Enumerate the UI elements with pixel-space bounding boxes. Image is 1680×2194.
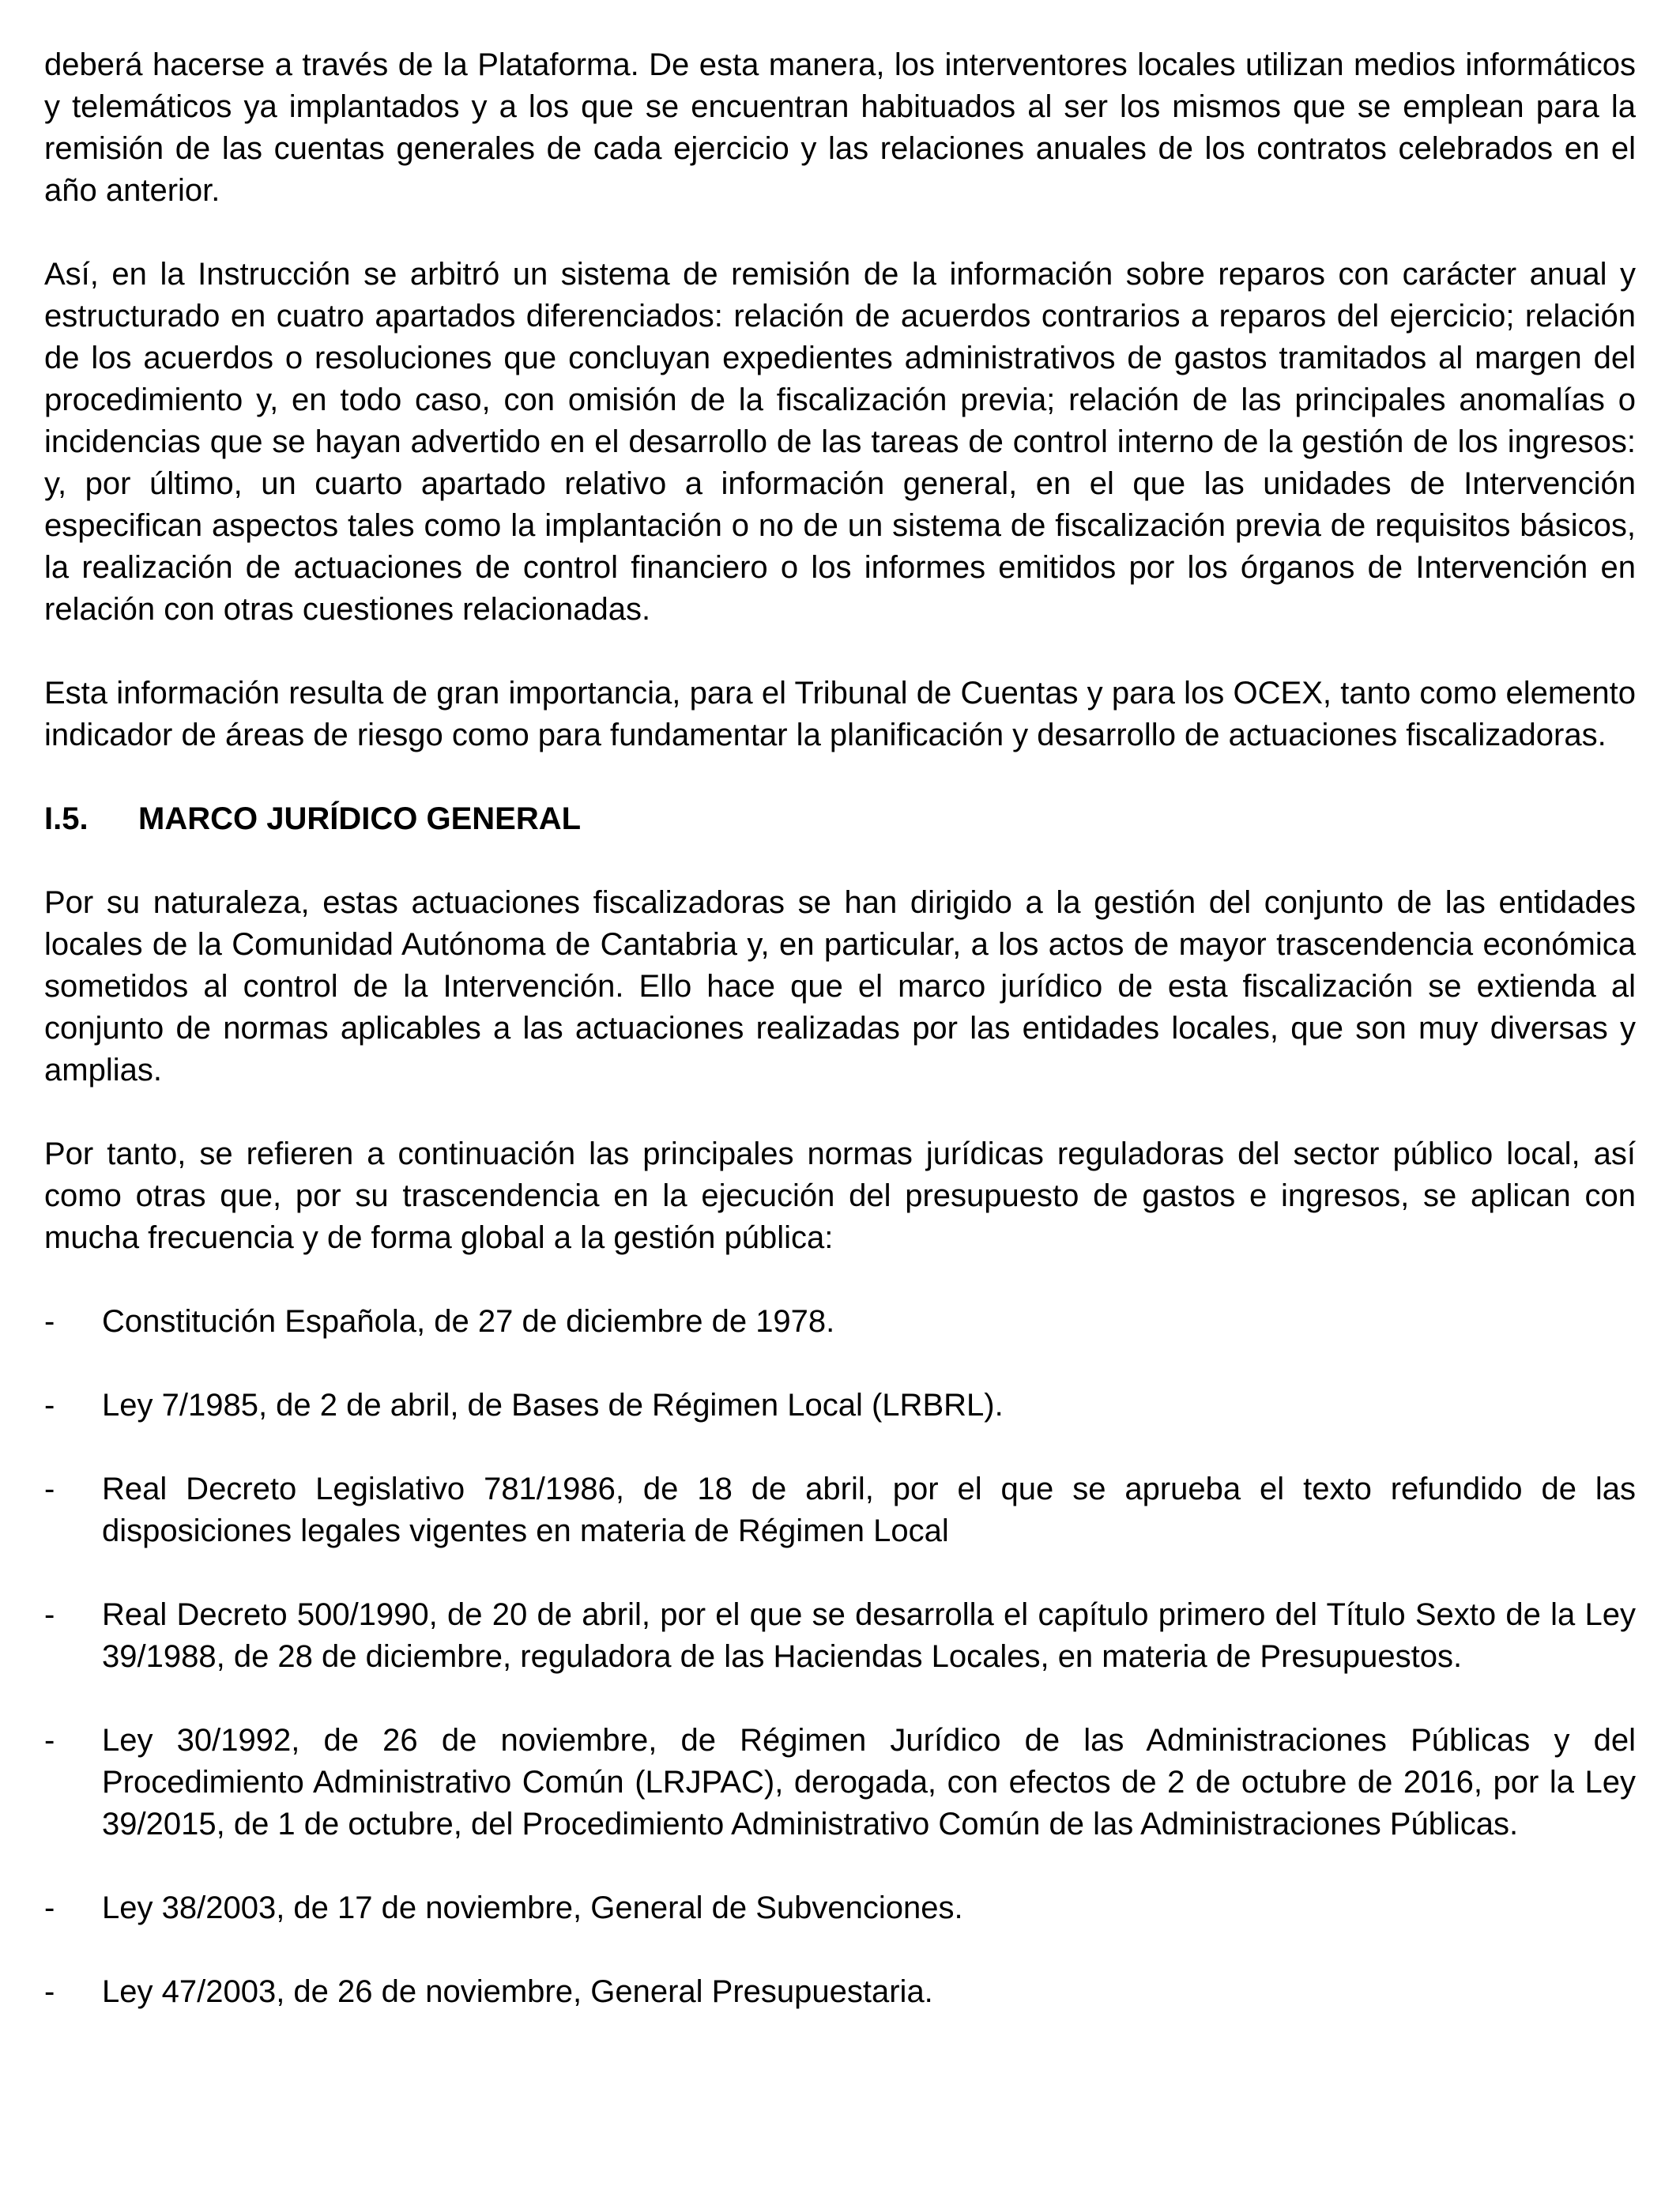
list-item bbox=[44, 1720, 1636, 1845]
list-item bbox=[44, 1385, 1636, 1427]
list-bullet: - bbox=[44, 1974, 55, 2009]
section-heading bbox=[44, 798, 1636, 840]
paragraph-instruccion: Así, en la Instrucción se arbitró un sistema de remisión de la información sobre reparos con carácter anual y estructurado en cuatro apartados diferenciados: relación de acuerdos contrarios a reparos del ejercicio; relación de los acuerdos o resoluciones que concluyan expedientes administrativos de gastos tramitados al margen del procedimiento y, en todo caso, con omisión de la fiscalización previa; relación de las principales anomalías o incidencias que se hayan advertido en el desarrollo de las tareas de control interno de la gestión de los ingresos: y, por último, un cuarto apartado relativo a información general, en el que las unidades de Intervención especifican aspectos tales como la implantación o no de un sistema de fiscalización previa de requisitos básicos, la realización de actuaciones de control financiero o los informes emitidos por los órganos de Intervención en relación con otras cuestiones relacionadas. bbox=[44, 257, 1636, 627]
list-item bbox=[44, 1887, 1636, 1929]
list-item-text: Ley 30/1992, de 26 de noviembre, de Régimen Jurídico de las Administraciones Públicas y del Procedimiento Administrativo Común (LRJPAC), derogada, con efectos de 2 de octubre de 2016, por la Ley 39/2015, de 1 de octubre, del Procedimiento Administrativo Común de las Administraciones Públicas. bbox=[102, 1723, 1636, 1842]
section-number: I.5. bbox=[44, 801, 89, 836]
norms-list bbox=[44, 1301, 1636, 2013]
list-bullet: - bbox=[44, 1472, 55, 1506]
list-item-text: Real Decreto Legislativo 781/1986, de 18 de abril, por el que se aprueba el texto refundido de las disposiciones legales vigentes en materia de Régimen Local bbox=[102, 1472, 1636, 1548]
list-item bbox=[44, 1468, 1636, 1552]
list-item-text: Ley 47/2003, de 26 de noviembre, General Presupuestaria. bbox=[102, 1974, 933, 2009]
list-bullet: - bbox=[44, 1304, 55, 1339]
paragraph-naturaleza: Por su naturaleza, estas actuaciones fiscalizadoras se han dirigido a la gestión del conjunto de las entidades locales de la Comunidad Autónoma de Cantabria y, en particular, a los actos de mayor trascendencia económica sometidos al control de la Intervención. Ello hace que el marco jurídico de esta fiscalización se extienda al conjunto de normas aplicables a las actuaciones realizadas por las entidades locales, que son muy diversas y amplias. bbox=[44, 885, 1636, 1088]
list-item-text: Real Decreto 500/1990, de 20 de abril, por el que se desarrolla el capítulo primero del Título Sexto de la Ley 39/1988, de 28 de diciembre, reguladora de las Haciendas Locales, en materia de Presupuestos. bbox=[102, 1597, 1636, 1674]
list-item-text: Ley 38/2003, de 17 de noviembre, General de Subvenciones. bbox=[102, 1891, 963, 1925]
list-item bbox=[44, 1594, 1636, 1678]
list-bullet: - bbox=[44, 1597, 55, 1632]
paragraph-plataforma: deberá hacerse a través de la Plataforma. De esta manera, los interventores locales utilizan medios informáticos y telemáticos ya implantados y a los que se encuentran habituados al ser los mismos que se emplean para la remisión de las cuentas generales de cada ejercicio y las relaciones anuales de los contratos celebrados en el año anterior. bbox=[44, 47, 1636, 208]
list-bullet: - bbox=[44, 1891, 55, 1925]
list-bullet: - bbox=[44, 1388, 55, 1423]
document-page bbox=[44, 44, 1636, 2055]
list-item bbox=[44, 1301, 1636, 1343]
section-title: MARCO JURÍDICO GENERAL bbox=[138, 801, 582, 836]
paragraph-normas-intro: Por tanto, se refieren a continuación las principales normas jurídicas reguladoras del sector público local, así como otras que, por su trascendencia en la ejecución del presupuesto de gastos e ingresos, se aplican con mucha frecuencia y de forma global a la gestión pública: bbox=[44, 1137, 1636, 1255]
list-item-text: Ley 7/1985, de 2 de abril, de Bases de Régimen Local (LRBRL). bbox=[102, 1388, 1004, 1423]
list-item-text: Constitución Española, de 27 de diciembre de 1978. bbox=[102, 1304, 835, 1339]
paragraph-importancia: Esta información resulta de gran importancia, para el Tribunal de Cuentas y para los OCEX, tanto como elemento indicador de áreas de riesgo como para fundamentar la planificación y desarrollo de actuaciones fiscalizadoras. bbox=[44, 676, 1636, 752]
list-item bbox=[44, 1971, 1636, 2013]
list-bullet: - bbox=[44, 1723, 55, 1758]
